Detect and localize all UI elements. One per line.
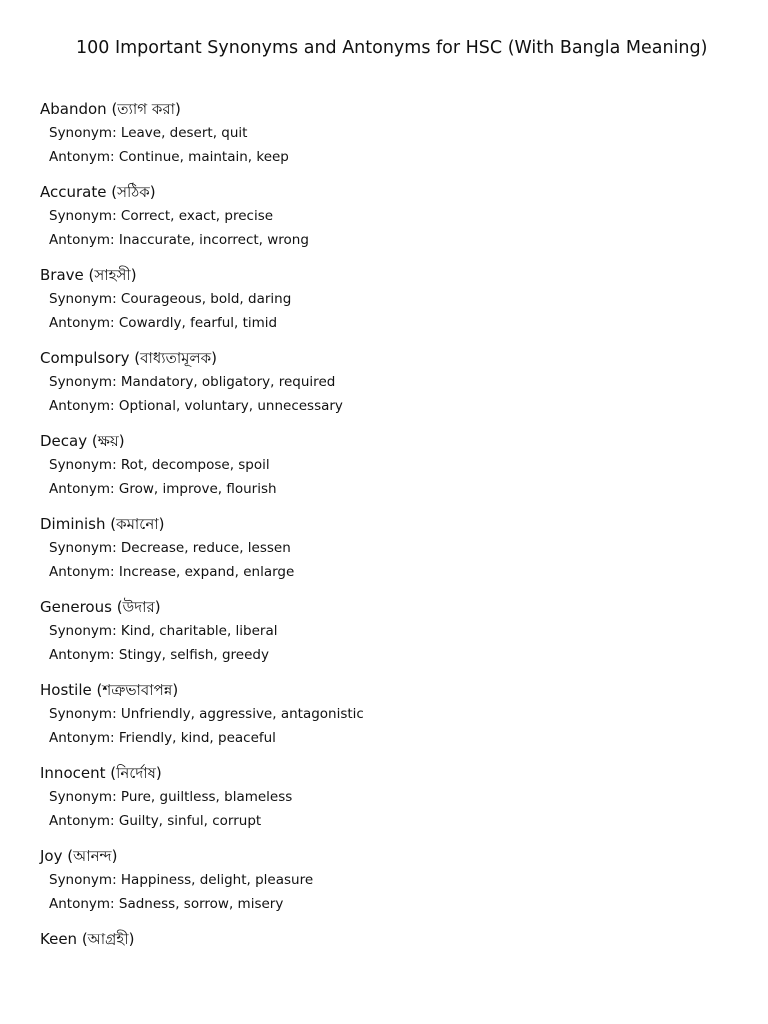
entry-antonym: Antonym: Optional, voluntary, unnecessary [49, 398, 343, 414]
entry-antonym: Antonym: Cowardly, fearful, timid [49, 315, 278, 331]
entry-synonym: Synonym: Leave, desert, quit [49, 125, 248, 141]
list-item [40, 264, 740, 347]
page-title: 100 Important Synonyms and Antonyms for HSC (With Bangla Meaning) [76, 38, 708, 58]
entry-word: Brave (সাহসী) [40, 266, 137, 284]
entry-antonym: Antonym: Increase, expand, enlarge [49, 564, 295, 580]
entry-antonym: Antonym: Stingy, selfish, greedy [49, 647, 269, 663]
entry-word: Joy (আনন্দ) [40, 847, 118, 865]
list-item [40, 98, 740, 181]
entry-synonym: Synonym: Decrease, reduce, lessen [49, 540, 291, 556]
entry-word: Abandon (ত্যাগ করা) [40, 100, 181, 118]
entry-word: Generous (উদার) [40, 598, 161, 616]
entry-word: Compulsory (বাধ্যতামূলক) [40, 349, 218, 367]
entry-synonym: Synonym: Mandatory, obligatory, required [49, 374, 336, 390]
entry-word: Keen (আগ্রহী) [40, 930, 135, 948]
entry-list [40, 98, 740, 1011]
entry-antonym: Antonym: Continue, maintain, keep [49, 149, 289, 165]
entry-word: Accurate (সঠিক) [40, 183, 156, 201]
list-item [40, 762, 740, 845]
list-item [40, 347, 740, 430]
entry-antonym: Antonym: Guilty, sinful, corrupt [49, 813, 262, 829]
entry-synonym: Synonym: Courageous, bold, daring [49, 291, 292, 307]
entry-synonym: Synonym: Unfriendly, aggressive, antagonistic [49, 706, 364, 722]
entry-antonym: Antonym: Friendly, kind, peaceful [49, 730, 276, 746]
entry-synonym: Synonym: Correct, exact, precise [49, 208, 274, 224]
list-item [40, 596, 740, 679]
list-item [40, 679, 740, 762]
entry-synonym: Synonym: Pure, guiltless, blameless [49, 789, 293, 805]
entry-synonym: Synonym: Rot, decompose, spoil [49, 457, 270, 473]
entry-word: Hostile (শত্রুভাবাপন্ন) [40, 681, 179, 699]
entry-antonym: Antonym: Inaccurate, incorrect, wrong [49, 232, 309, 248]
entry-antonym: Antonym: Grow, improve, flourish [49, 481, 277, 497]
entry-word: Diminish (কমানো) [40, 515, 165, 533]
list-item [40, 513, 740, 596]
list-item [40, 928, 740, 1011]
entry-synonym: Synonym: Kind, charitable, liberal [49, 623, 278, 639]
entry-word: Innocent (নির্দোষ) [40, 764, 162, 782]
entry-word: Decay (ক্ষয়) [40, 432, 125, 450]
entry-synonym: Synonym: Happiness, delight, pleasure [49, 872, 314, 888]
list-item [40, 845, 740, 928]
list-item [40, 181, 740, 264]
list-item [40, 430, 740, 513]
entry-antonym: Antonym: Sadness, sorrow, misery [49, 896, 284, 912]
